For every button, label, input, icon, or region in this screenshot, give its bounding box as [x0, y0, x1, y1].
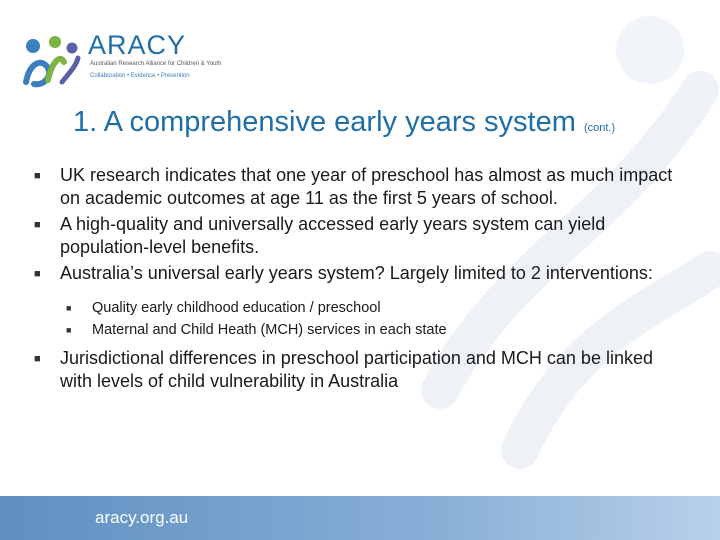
- footer-url[interactable]: aracy.org.au: [95, 508, 189, 527]
- square-bullet-icon: ■: [34, 353, 41, 365]
- sub-bullet-text: Quality early childhood education / preschool: [92, 300, 381, 316]
- square-bullet-icon: ■: [66, 303, 72, 313]
- bullet-item: [32, 347, 682, 393]
- sub-bullet-item: [64, 297, 682, 319]
- footer-bar: [0, 496, 720, 540]
- bullet-text: UK research indicates that one year of preschool has almost as much impact on academic outcomes at age 11 as the first 5 years of school.: [60, 165, 673, 208]
- bullet-text: A high-quality and universally accessed early years system can yield population-level benefits.: [60, 214, 606, 257]
- square-bullet-icon: ■: [66, 325, 72, 335]
- logo-wordmark: ARACY: [88, 30, 187, 60]
- slide-title-suffix: (cont.): [583, 122, 616, 134]
- sub-bullet-item: [64, 319, 682, 341]
- slide-title-text: 1. A comprehensive early years system: [73, 106, 576, 138]
- sub-bullet-list: [32, 297, 682, 341]
- logo-tagline: Australian Research Alliance for Children & Youth: [90, 61, 222, 67]
- square-bullet-icon: ■: [34, 170, 41, 182]
- aracy-figures-icon: [20, 32, 82, 88]
- square-bullet-icon: ■: [34, 268, 41, 280]
- sub-bullet-text: Maternal and Child Heath (MCH) services in each state: [92, 322, 447, 338]
- bullet-item: [32, 164, 682, 210]
- bullet-text: Jurisdictional differences in preschool participation and MCH can be linked with levels of child vulnerability in Australia: [60, 348, 653, 391]
- slide-title: [73, 106, 615, 139]
- bullet-item: [32, 262, 682, 285]
- bullet-text: Australia’s universal early years system? Largely limited to 2 interventions:: [60, 263, 653, 283]
- logo-subline: Collaboration • Evidence • Prevention: [90, 73, 190, 79]
- square-bullet-icon: ■: [34, 219, 41, 231]
- bullet-item: [32, 213, 682, 259]
- aracy-logo: [20, 30, 240, 90]
- slide-content: [32, 164, 682, 396]
